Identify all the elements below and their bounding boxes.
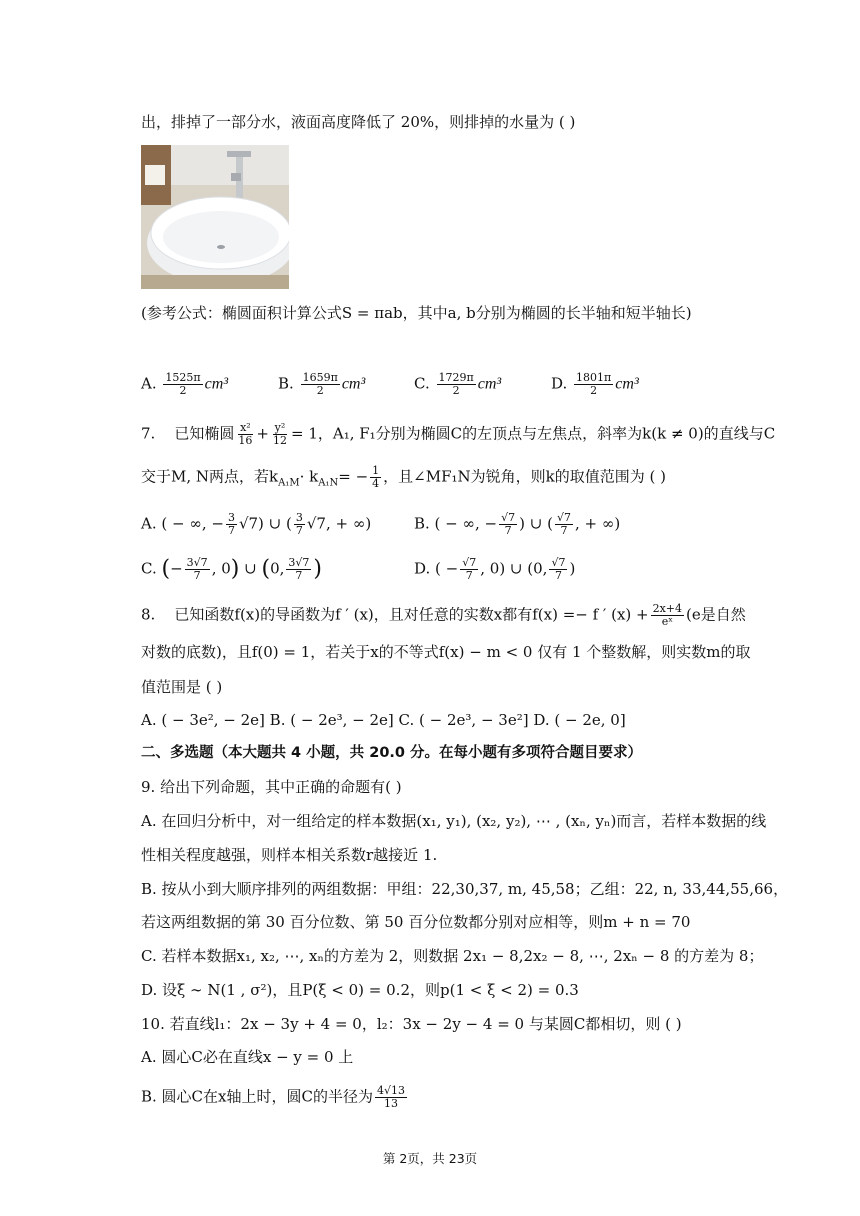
q10-option-a[interactable]: A. 圆心C必在直线x − y = 0 上 bbox=[141, 1048, 354, 1066]
q7-line-2: 交于M, N两点，若$k_{A_1M}\cdot k_{A_1N}=$ − $\frac{1}{4}$ ，且∠MF₁N为锐角，则k的取值范围为 ( ) bbox=[141, 464, 666, 490]
q8-line-2: 对数的底数)，且f(0) = 1，若关于x的不等式f(x) − m < 0 仅有 1 个整数解，则实数m的取 bbox=[141, 643, 751, 661]
q9-option-c[interactable]: C. 若样本数据x₁, x₂, ⋯, xₙ的方差为 2，则数据 2x₁ − 8,2x₂ − 8, ⋯, 2xₙ − 8 的方差为 8； bbox=[141, 947, 764, 965]
q9-option-b-line-1[interactable]: B. 按从小到大顺序排列的两组数据：甲组：22,30,37, m, 45,58；乙组：22, n, 33,44,55,66， bbox=[141, 880, 789, 898]
q8-line-3: 值范围是 ( ) bbox=[141, 678, 223, 696]
q9-option-b-line-2: 若这两组数据的第 30 百分位数、第 50 百分位数都分别对应相等，则m + n = 70 bbox=[141, 913, 691, 931]
page-footer: 第 2页，共 23页 bbox=[382, 1151, 478, 1166]
q6-option-d[interactable]: D. $\frac{1801\pi}{2}$ cm³ bbox=[551, 371, 639, 397]
q6-option-b[interactable]: B. $\frac{1659\pi}{2}$ cm³ bbox=[278, 371, 366, 397]
q9-option-a-line-2: 性相关程度越强，则样本相关系数r越接近 1. bbox=[141, 846, 438, 864]
q8-options[interactable]: A. ( − 3e², − 2e] B. ( − 2e³, − 2e] C. ( − 2e³, − 3e²] D. ( − 2e, 0] bbox=[141, 711, 626, 729]
q7-option-a[interactable]: A. ( − ∞, − $\frac{3}{7}$ √7) ∪ ( $\frac{3}{7}$ √7, + ∞) bbox=[141, 511, 372, 537]
q7-option-c[interactable]: C. (− $\frac{3√7}{7}$ , 0) ∪ (0, $\frac{3√7}{7}$ ) bbox=[141, 556, 322, 582]
formula-note: (参考公式：椭圆面积计算公式S = πab，其中a, b分别为椭圆的长半轴和短半轴长) bbox=[141, 304, 692, 322]
basin-photo bbox=[141, 145, 289, 289]
q8-line-1: 8. 已知函数f(x)的导函数为f ′ (x)，且对任意的实数x都有f(x) =− f ′ (x) + $\frac{2x+4}{\text{eˣ}}$ (e是自然 bbox=[141, 602, 746, 628]
q10-line-1: 10. 若直线l₁：2x − 3y + 4 = 0，l₂：3x − 2y − 4 = 0 与某圆C都相切，则 ( ) bbox=[141, 1015, 682, 1033]
q6-option-a[interactable]: A. $\frac{1525\pi}{2}$ cm³ bbox=[141, 371, 229, 397]
q7-line-1: 7. 已知椭圆 $\frac{\text{x²}}{16}$ + $\frac{\text{y²}}{12}$ = 1，A₁, F₁分别为椭圆C的左顶点与左焦点，斜率为k(k ≠ 0)的直线与C bbox=[141, 421, 776, 447]
q7-option-b[interactable]: B. ( − ∞, − $\frac{√7}{7}$ ) ∪ ( $\frac{√7}{7}$ , + ∞) bbox=[414, 511, 621, 537]
q10-option-b[interactable]: B. 圆心C在x轴上时，圆C的半径为 $\frac{4√13}{13}$ bbox=[141, 1084, 405, 1110]
section-heading: 二、多选题（本大题共 4 小题，共 20.0 分。在每小题有多项符合题目要求） bbox=[141, 745, 643, 761]
q7-option-d[interactable]: D. ( − $\frac{√7}{7}$ , 0) ∪ (0, $\frac{√7}{7}$ ) bbox=[414, 556, 576, 582]
q9-option-a-line-1[interactable]: A. 在回归分析中，对一组给定的样本数据(x₁, y₁), (x₂, y₂), ⋯ , (xₙ, yₙ)而言，若样本数据的线 bbox=[141, 812, 767, 830]
q9-option-d[interactable]: D. 设ξ ∼ N(1 , σ²)，且P(ξ < 0) = 0.2，则p(1 < ξ < 2) = 0.3 bbox=[141, 981, 579, 999]
q6-option-c[interactable]: C. $\frac{1729\pi}{2}$ cm³ bbox=[414, 371, 502, 397]
q9-line-1: 9. 给出下列命题，其中正确的命题有( ) bbox=[141, 778, 402, 796]
question-6-tail: 出，排掉了一部分水，液面高度降低了 20%，则排掉的水量为 ( ) bbox=[141, 113, 576, 131]
